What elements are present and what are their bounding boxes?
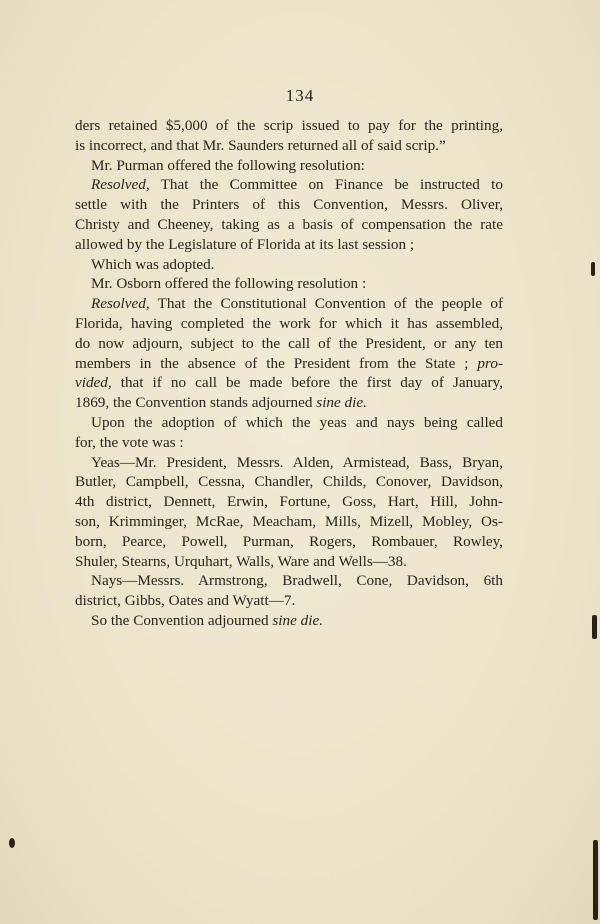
text-run: that if no call be made before the first day of January, xyxy=(111,374,503,392)
text-line xyxy=(75,156,503,176)
text-run: members in the absence of the President from the State ; xyxy=(75,354,478,372)
italic-text: vided, xyxy=(75,374,112,392)
text-line xyxy=(75,571,503,591)
text-line xyxy=(75,255,503,275)
italic-text: sine die. xyxy=(316,394,367,412)
text-line xyxy=(75,512,503,532)
text-run: ders retained $5,000 of the scrip issued to pay for the printing, xyxy=(75,117,503,134)
margin-mark xyxy=(591,262,595,276)
text-line xyxy=(75,532,503,552)
page-number: 134 xyxy=(285,86,315,105)
italic-text: Resolved, xyxy=(91,295,150,313)
text-line xyxy=(75,175,503,195)
italic-text: sine die. xyxy=(272,611,324,629)
text-run: born, Pearce, Powell, Purman, Rogers, Rombauer, Rowley, xyxy=(75,532,503,550)
text-run: Upon the adoption of which the yeas and nays being called xyxy=(91,413,503,431)
text-run: That the Committee on Finance be instructed to xyxy=(149,176,503,194)
text-line xyxy=(75,334,503,354)
text-line xyxy=(75,215,503,235)
text-line xyxy=(75,274,503,294)
text-run: do now adjourn, subject to the call of the President, or any ten xyxy=(75,334,503,352)
text-run: district, Gibbs, Oates and Wyatt—7. xyxy=(75,592,296,610)
text-run: That the Constitutional Convention of the people of xyxy=(149,295,503,313)
text-line xyxy=(75,354,503,374)
text-run: Yeas—Mr. President, Messrs. Alden, Armistead, Bass, Bryan, xyxy=(91,453,503,471)
margin-mark xyxy=(593,840,598,920)
text-run: Florida, having completed the work for which it has assembled, xyxy=(75,314,503,332)
text-line xyxy=(75,195,503,215)
text-run: settle with the Printers of this Convention, Messrs. Oliver, xyxy=(75,196,503,214)
italic-text: Resolved, xyxy=(91,176,150,194)
text-run: Nays—Messrs. Armstrong, Bradwell, Cone, Davidson, 6th xyxy=(91,572,503,590)
text-line xyxy=(75,294,503,314)
text-line xyxy=(75,453,503,473)
text-line xyxy=(75,314,503,334)
text-line xyxy=(75,611,503,631)
text-run: for, the vote was : xyxy=(75,433,184,451)
text-run: Christy and Cheeney, taking as a basis of compensation the rate xyxy=(75,215,503,233)
text-line xyxy=(75,116,503,136)
text-line xyxy=(75,235,503,255)
text-line xyxy=(75,433,503,453)
text-line xyxy=(75,591,503,611)
text-run: 1869, the Convention stands adjourned xyxy=(75,394,317,412)
text-line xyxy=(75,136,503,156)
text-run: is incorrect, and that Mr. Saunders returned all of said scrip.” xyxy=(75,136,446,154)
text-line xyxy=(75,413,503,433)
margin-mark xyxy=(592,615,597,639)
text-run: Shuler, Stearns, Urquhart, Walls, Ware and Wells—38. xyxy=(75,552,407,570)
text-run: son, Krimminger, McRae, Meacham, Mills, Mizell, Mobley, Os- xyxy=(75,512,503,530)
text-run: Which was adopted. xyxy=(91,255,215,273)
text-line xyxy=(75,393,503,413)
text-line xyxy=(75,492,503,512)
text-run: allowed by the Legislature of Florida at its last session ; xyxy=(75,235,415,253)
text-line xyxy=(75,373,503,393)
text-line xyxy=(75,472,503,492)
text-run: 4th district, Dennett, Erwin, Fortune, Goss, Hart, Hill, John- xyxy=(75,493,503,511)
margin-mark xyxy=(9,838,15,848)
italic-text: pro- xyxy=(477,354,503,372)
text-run: Mr. Osborn offered the following resolution : xyxy=(91,275,367,293)
text-run: Mr. Purman offered the following resolution: xyxy=(91,156,365,174)
body-text xyxy=(75,116,503,631)
text-line xyxy=(75,552,503,572)
text-run: Butler, Campbell, Cessna, Chandler, Childs, Conover, Davidson, xyxy=(75,473,503,491)
text-run: So the Convention adjourned xyxy=(91,611,273,629)
